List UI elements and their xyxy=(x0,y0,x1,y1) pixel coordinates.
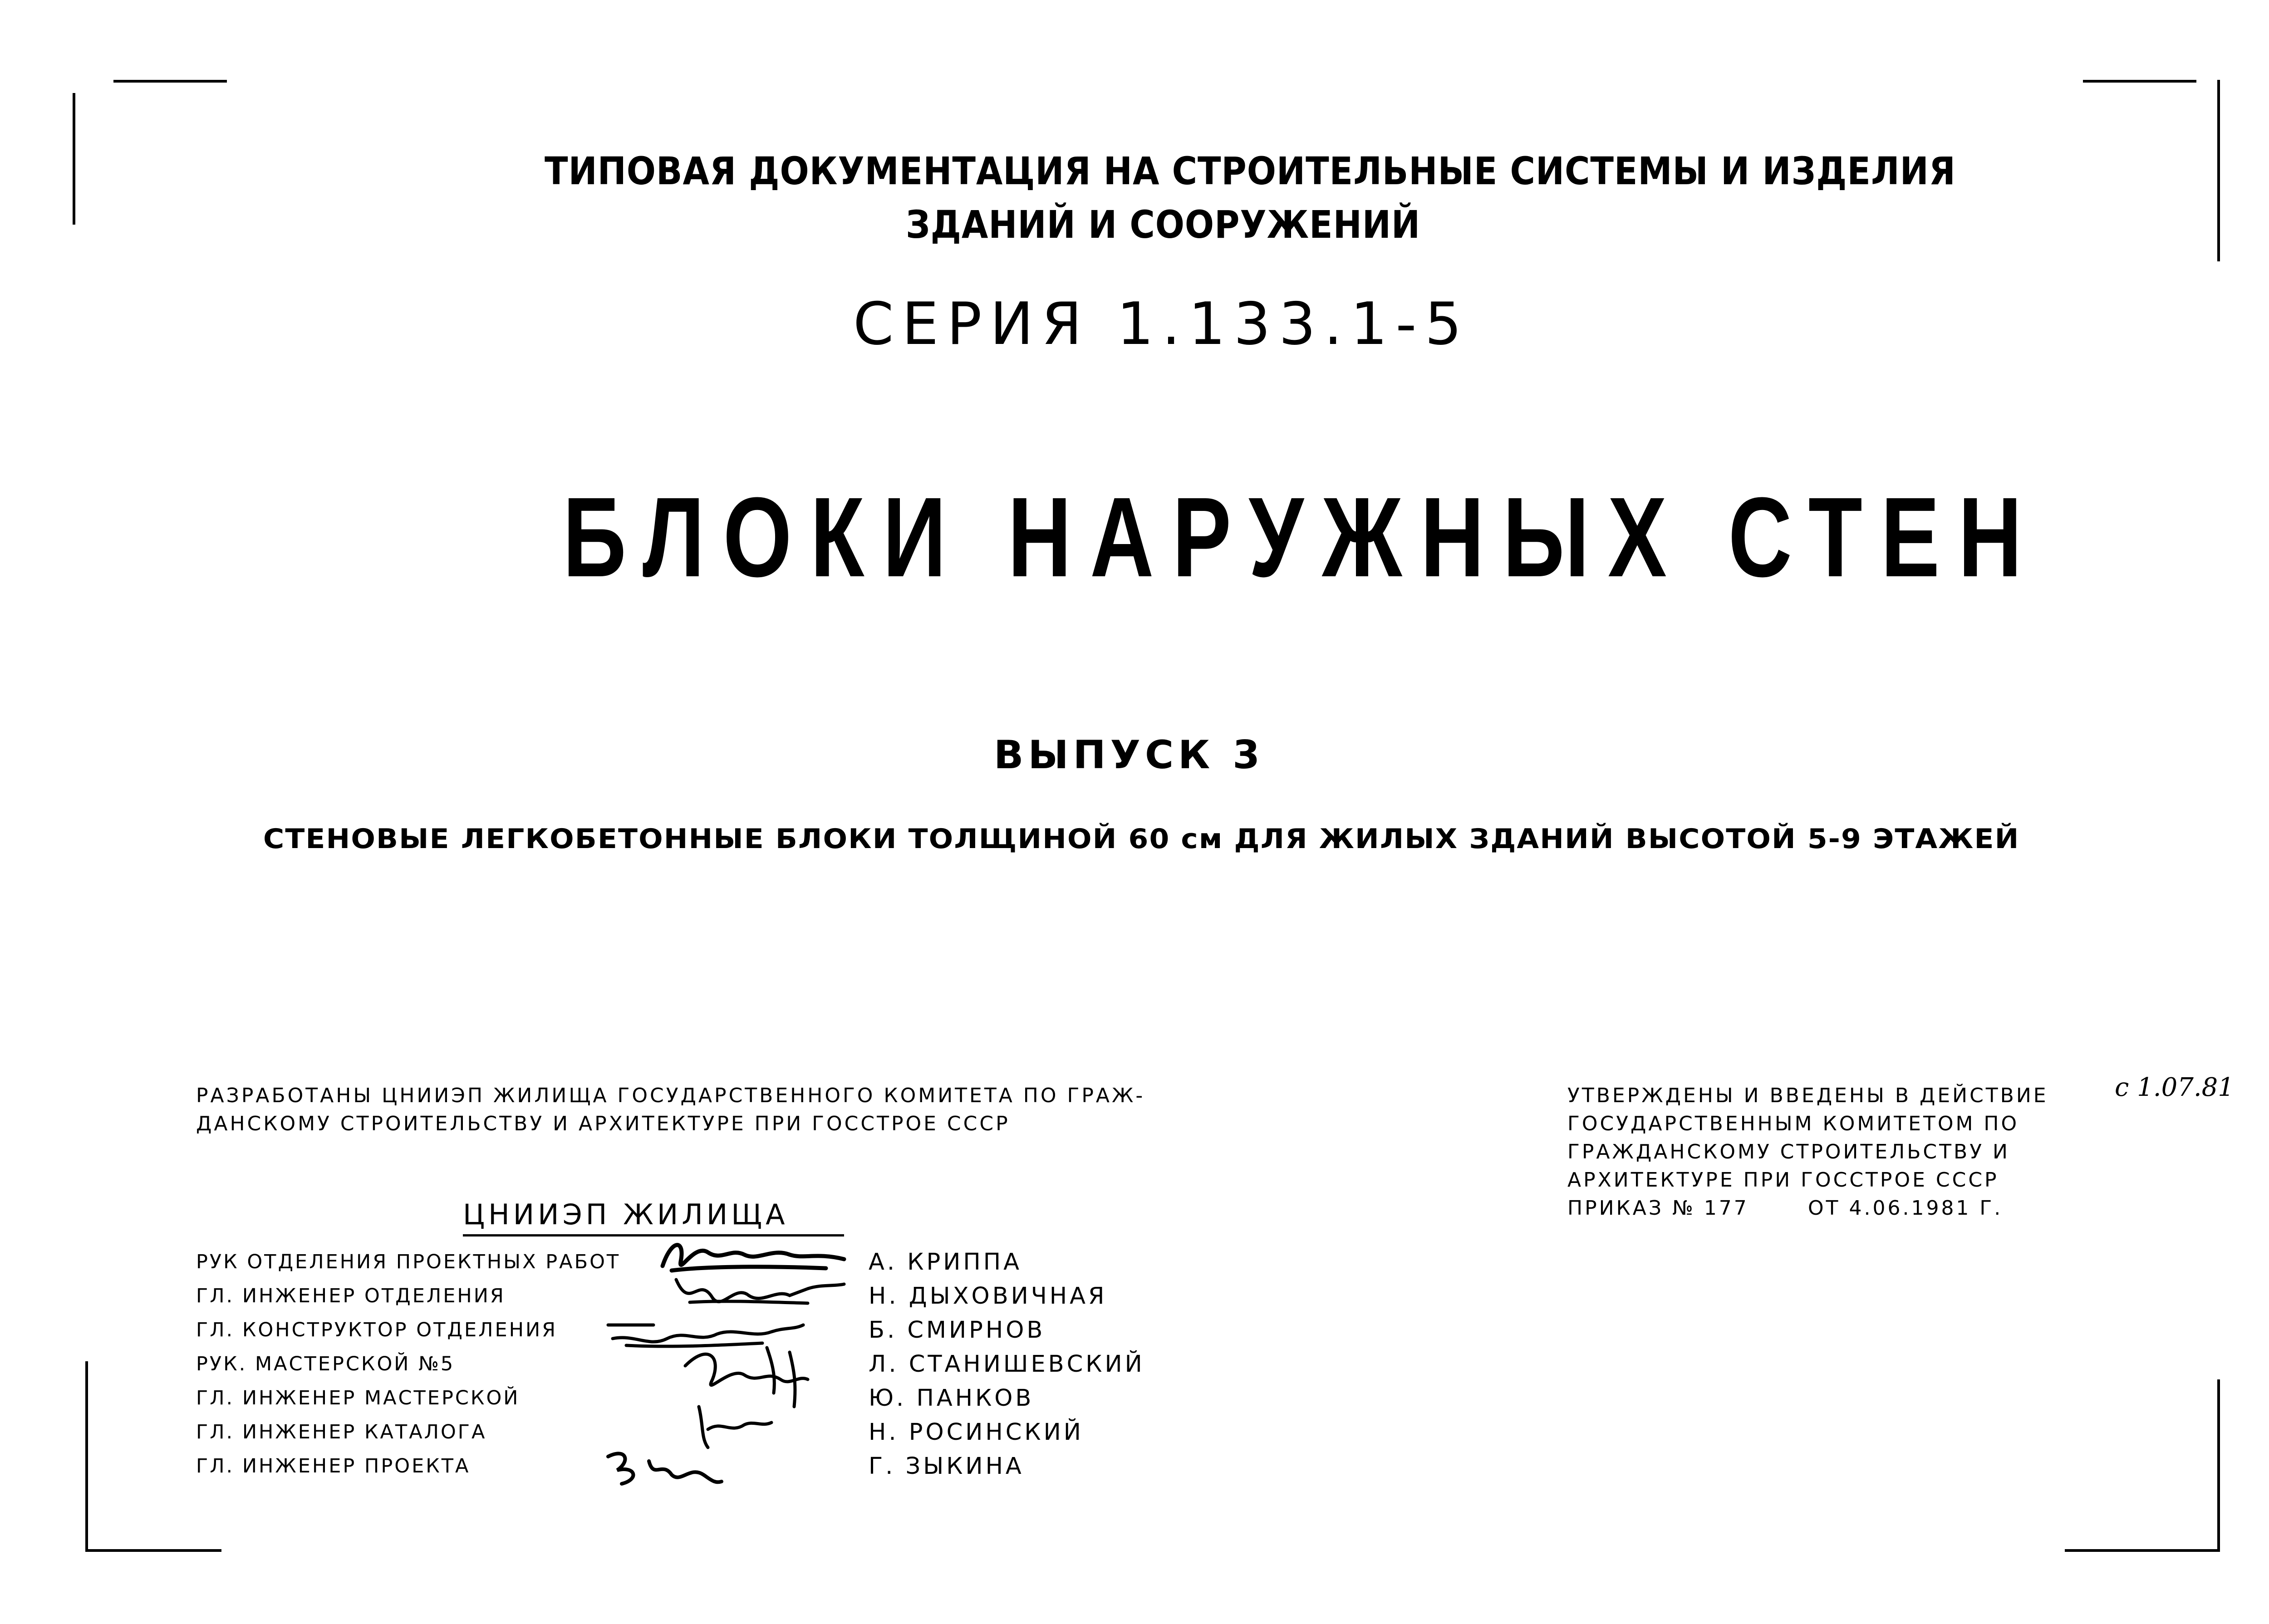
staff-role: РУК ОТДЕЛЕНИЯ ПРОЕКТНЫХ РАБОТ xyxy=(196,1251,621,1273)
staff-role: ГЛ. ИНЖЕНЕР КАТАЛОГА xyxy=(196,1421,487,1443)
approved-line-4: АРХИТЕКТУРЕ ПРИ ГОССТРОЕ СССР xyxy=(1567,1168,1999,1192)
staff-name: Л. СТАНИШЕВСКИЙ xyxy=(869,1351,1145,1378)
crop-mark-bottom-right-v xyxy=(2217,1379,2220,1552)
staff-name: Н. ДЫХОВИЧНАЯ xyxy=(869,1283,1107,1310)
signature-6 xyxy=(599,1443,726,1493)
staff-role: ГЛ. КОНСТРУКТОР ОТДЕЛЕНИЯ xyxy=(196,1319,558,1341)
organization-name: ЦНИИЭП ЖИЛИЩА xyxy=(463,1198,789,1231)
approved-line-3: ГРАЖДАНСКОМУ СТРОИТЕЛЬСТВУ И xyxy=(1567,1140,2010,1163)
staff-role: РУК. МАСТЕРСКОЙ №5 xyxy=(196,1353,455,1375)
issue-number: ВЫПУСК 3 xyxy=(994,732,1265,778)
header-line-2: ЗДАНИЙ И СООРУЖЕНИЙ xyxy=(906,202,1421,247)
crop-mark-top-left-v xyxy=(73,93,75,225)
staff-name: Н. РОСИНСКИЙ xyxy=(869,1419,1084,1446)
staff-role: ГЛ. ИНЖЕНЕР ОТДЕЛЕНИЯ xyxy=(196,1285,506,1307)
crop-mark-top-left-h xyxy=(113,80,227,83)
document-subtitle: СТЕНОВЫЕ ЛЕГКОБЕТОННЫЕ БЛОКИ ТОЛЩИНОЙ 60 см ДЛЯ ЖИЛЫХ ЗДАНИЙ ВЫСОТОЙ 5-9 ЭТАЖЕЙ xyxy=(263,823,2020,855)
crop-mark-top-right-v xyxy=(2217,80,2220,261)
developed-by-line-2: ДАНСКОМУ СТРОИТЕЛЬСТВУ И АРХИТЕКТУРЕ ПРИ ГОССТРОЕ СССР xyxy=(196,1112,1010,1135)
staff-name: Г. ЗЫКИНА xyxy=(869,1453,1024,1480)
developed-by-line-1: РАЗРАБОТАНЫ ЦНИИЭП ЖИЛИЩА ГОСУДАРСТВЕННОГО КОМИТЕТА ПО ГРАЖ- xyxy=(196,1084,1145,1107)
crop-mark-bottom-left-h xyxy=(85,1549,221,1552)
crop-mark-bottom-left-v xyxy=(85,1361,88,1552)
order-number: ПРИКАЗ № 177 xyxy=(1567,1197,1749,1220)
staff-role: ГЛ. ИНЖЕНЕР МАСТЕРСКОЙ xyxy=(196,1387,520,1409)
staff-role: ГЛ. ИНЖЕНЕР ПРОЕКТА xyxy=(196,1455,471,1477)
header-line-1: ТИПОВАЯ ДОКУМЕНТАЦИЯ НА СТРОИТЕЛЬНЫЕ СИСТЕМЫ И ИЗДЕЛИЯ xyxy=(545,149,1956,193)
effective-date: с 1.07.81 xyxy=(2115,1073,2234,1102)
crop-mark-top-right-h xyxy=(2083,80,2196,83)
crop-mark-bottom-right-h xyxy=(2065,1549,2219,1552)
series-number: СЕРИЯ 1.133.1-5 xyxy=(853,290,1470,358)
document-title: БЛОКИ НАРУЖНЫХ СТЕН xyxy=(563,474,2041,600)
approved-line-1: УТВЕРЖДЕНЫ И ВВЕДЕНЫ В ДЕЙСТВИЕ xyxy=(1567,1084,2048,1107)
order-date: ОТ 4.06.1981 Г. xyxy=(1808,1197,2003,1220)
staff-name: Ю. ПАНКОВ xyxy=(869,1385,1034,1412)
staff-name: А. КРИППА xyxy=(869,1249,1022,1276)
staff-name: Б. СМИРНОВ xyxy=(869,1317,1046,1344)
approved-line-2: ГОСУДАРСТВЕННЫМ КОМИТЕТОМ ПО xyxy=(1567,1112,2019,1135)
